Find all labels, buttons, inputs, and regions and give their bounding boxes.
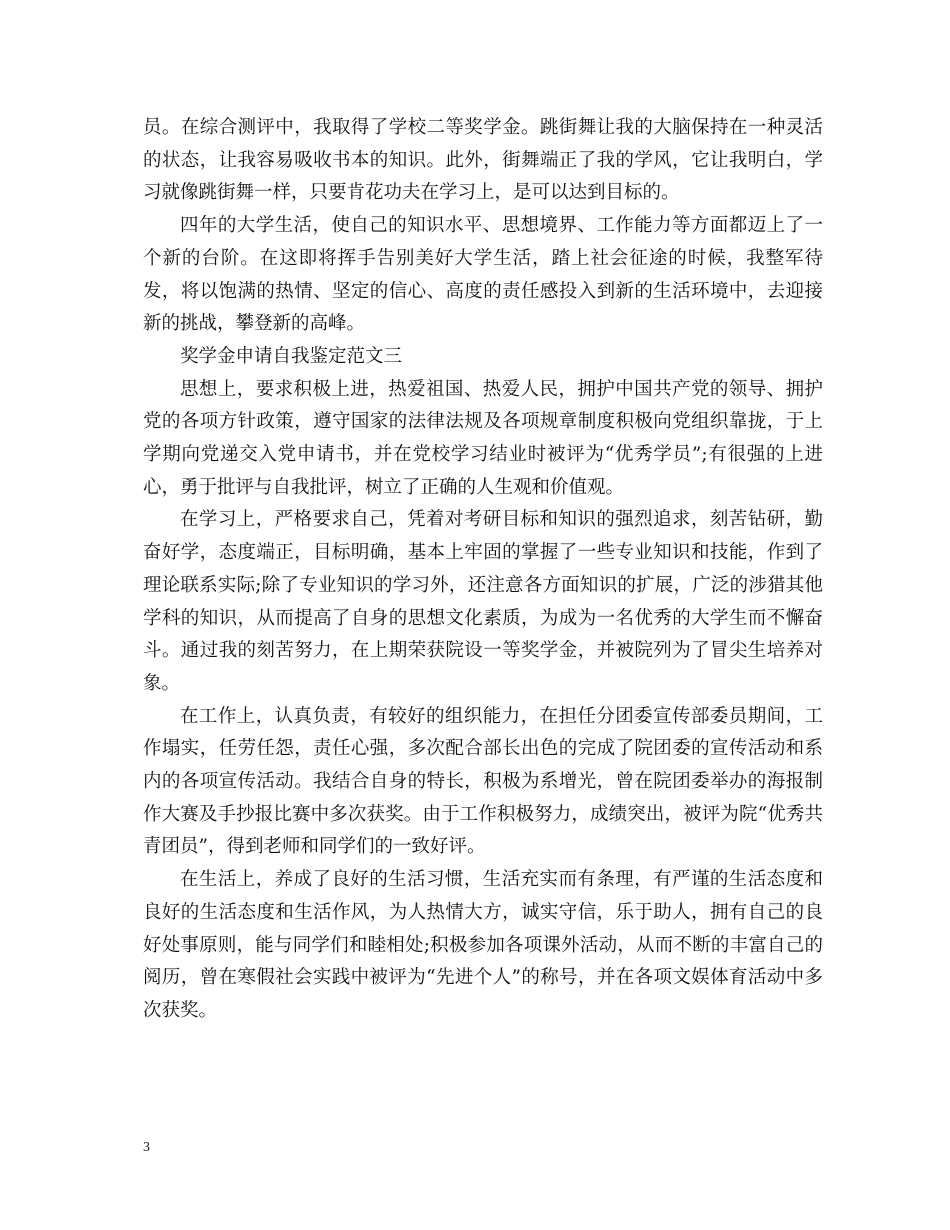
paragraph-ideology: 思想上，要求积极上进，热爱祖国、热爱人民，拥护中国共产党的领导、拥护党的各项方针政策，遵守国家的法律法规及各项规章制度积极向党组织靠拢，于上学期向党递交入党申请书，并在党校学习结业时被评为“优秀学员”;有很强的上进心，勇于批评与自我批评，树立了正确的人生观和价值观。 [143, 378, 823, 498]
paragraph-university-life: 四年的大学生活，使自己的知识水平、思想境界、工作能力等方面都迈上了一个新的台阶。在这即将挥手告别美好大学生活，踏上社会征途的时候，我整军待发，将以饱满的热情、坚定的信心、高度的责任感投入到新的生活环境中，去迎接新的挑战，攀登新的高峰。 [143, 215, 823, 335]
page-number: 3 [143, 1140, 150, 1155]
paragraph-work: 在工作上，认真负责，有较好的组织能力，在担任分团委宣传部委员期间，工作塌实，任劳任怨，责任心强，多次配合部长出色的完成了院团委的宣传活动和系内的各项宣传活动。我结合自身的特长，积极为系增光，曾在院团委举办的海报制作大赛及手抄报比赛中多次获奖。由于工作积极努力，成绩突出，被评为院“优秀共青团员”，得到老师和同学们的一致好评。 [143, 705, 823, 858]
paragraph-life: 在生活上，养成了良好的生活习惯，生活充实而有条理，有严谨的生活态度和良好的生活态度和生活作风，为人热情大方，诚实守信，乐于助人，拥有自己的良好处事原则，能与同学们和睦相处;积极参加各项课外活动，从而不断的丰富自己的阅历，曾在寒假社会实践中被评为“先进个人”的称号，并在各项文娱体育活动中多次获奖。 [143, 869, 823, 1021]
paragraph-study: 在学习上，严格要求自己，凭着对考研目标和知识的强烈追求，刻苦钻研，勤奋好学，态度端正，目标明确，基本上牢固的掌握了一些专业知识和技能，作到了理论联系实际;除了专业知识的学习外，还注意各方面知识的扩展，广泛的涉猎其他学科的知识，从而提高了自身的思想文化素质，为成为一名优秀的大学生而不懈奋斗。通过我的刻苦努力，在上期荣获院设一等奖学金，并被院列为了冒尖生培养对象。 [143, 509, 823, 694]
document-body [143, 112, 823, 1028]
paragraph-continuation: 员。在综合测评中，我取得了学校二等奖学金。跳街舞让我的大脑保持在一种灵活的状态，让我容易吸收书本的知识。此外，街舞端正了我的学风，它让我明白，学习就像跳街舞一样，只要肯花功夫在学习上，是可以达到目标的。 [143, 117, 823, 204]
section-heading: 奖学金申请自我鉴定范文三 [180, 345, 403, 367]
